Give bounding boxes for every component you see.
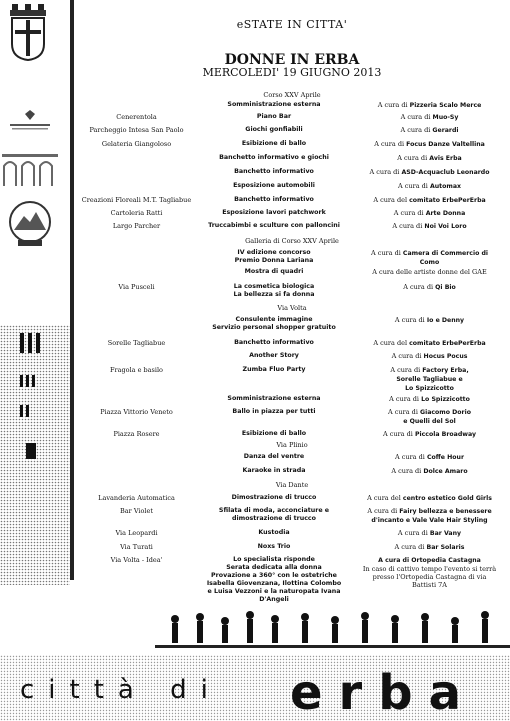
organizer: A cura di Bar Vany bbox=[397, 529, 462, 537]
event: Banchetto informativo bbox=[234, 339, 314, 346]
event: Zumba Fluo Party bbox=[242, 366, 306, 373]
place: Largo Parcher bbox=[112, 222, 161, 230]
organizer: A cura di Avis Erba bbox=[397, 154, 462, 162]
organizer: A cura di Ortopedia Castagna In caso di cattivo tempo l'evento si terrà presso l'Ortopedia Castagna di via Battisti 7A bbox=[362, 557, 497, 589]
organizer: A cura di Camera di Commercio di Como bbox=[370, 249, 489, 266]
skyline-illustration bbox=[0, 325, 70, 585]
organizer: A cura delle artiste donne del GAE bbox=[372, 268, 487, 276]
section-corso: Corso XXV Aprile bbox=[263, 91, 321, 99]
event: Danza del ventre bbox=[243, 453, 305, 460]
event: Esposizione lavori patchwork bbox=[222, 209, 326, 216]
event-date: MERCOLEDI' 19 GIUGNO 2013 bbox=[202, 66, 382, 79]
organizer: A cura di Qi Bio bbox=[403, 283, 456, 291]
organizer: A cura di Muo-Sy bbox=[400, 113, 459, 121]
event: Somministrazione esterna bbox=[227, 395, 321, 402]
city-crest-icon bbox=[8, 2, 48, 62]
event: Ballo in piazza per tutti bbox=[232, 408, 316, 415]
organizer: A cura di Lo Spizzicotto bbox=[389, 395, 470, 403]
event: Banchetto informativo e giochi bbox=[219, 154, 329, 161]
event: Piano Bar bbox=[256, 113, 292, 120]
organizer: A cura di Arte Donna bbox=[393, 209, 466, 217]
place: Gelateria Giangoloso bbox=[101, 140, 172, 148]
section-dante: Via Dante bbox=[275, 481, 309, 489]
footer-city-name: erba bbox=[290, 665, 477, 721]
event: Karaoke in strada bbox=[242, 467, 306, 474]
event-subtitle: eSTATE IN CITTA' bbox=[236, 18, 348, 31]
event: Dimostrazione di trucco bbox=[231, 494, 317, 501]
section-volta: Via Volta bbox=[277, 304, 307, 312]
event: Banchetto informativo bbox=[234, 196, 314, 203]
event: Consulente immagine Servizio personal shopper gratuito bbox=[212, 316, 336, 331]
organizer: A cura di Coffe Hour bbox=[394, 453, 464, 461]
place: Via Leopardi bbox=[115, 529, 158, 537]
organizer: A cura di Noi Voi Loro bbox=[392, 222, 467, 230]
place: Via Volta - Idea' bbox=[110, 556, 163, 564]
event: Another Story bbox=[249, 352, 299, 359]
organizer: A cura di Giacomo Dorio e Quelli del Sol bbox=[388, 408, 471, 425]
place: Lavanderia Automatica bbox=[98, 494, 175, 502]
event: La cosmetica biologica La bellezza si fa donna bbox=[233, 283, 315, 298]
mountain-logo-icon bbox=[0, 198, 60, 248]
organizer: A cura di Fairy bellezza e benessere d'incanto e Vale Vale Hair Styling bbox=[367, 507, 492, 524]
organizer: A cura di ASD-Acquaclub Leonardo bbox=[369, 168, 490, 176]
place: Via Turati bbox=[120, 543, 153, 551]
event: Esibizione di ballo bbox=[241, 140, 307, 147]
organizer: A cura di Factory Erba, Sorelle Tagliabue e Lo Spizzicotto bbox=[390, 366, 469, 392]
event: IV edizione concorso Premio Donna Lariana bbox=[234, 249, 314, 264]
event: Somministrazione esterna bbox=[227, 101, 321, 108]
event: Truccabimbi e sculture con palloncini bbox=[208, 222, 340, 229]
event: Mostra di quadri bbox=[244, 268, 304, 275]
organizer: A cura del centro estetico Gold Girls bbox=[367, 494, 492, 502]
place: Creazioni Floreali M.T. Tagliabue bbox=[81, 196, 192, 204]
organizer: A cura di Focus Danze Valtellina bbox=[374, 140, 485, 148]
organizer: A cura di Gerardi bbox=[400, 126, 459, 134]
organizer: A cura di Io e Denny bbox=[394, 316, 465, 324]
section-plinio: Via Plinio bbox=[276, 441, 308, 449]
arches-logo-icon bbox=[0, 150, 60, 190]
organizer: A cura del comitato ErbePerErba bbox=[373, 339, 486, 347]
section-galleria: Galleria di Corso XXV Aprile bbox=[245, 237, 339, 245]
event: Esposizione automobili bbox=[233, 182, 315, 189]
place: Cenerentola bbox=[116, 113, 157, 121]
place: Parcheggio Intesa San Paolo bbox=[89, 126, 184, 134]
organizer: A cura di Dolce Amaro bbox=[391, 467, 468, 475]
place: Sorelle Tagliabue bbox=[107, 339, 166, 347]
organizer: A cura di Hocus Pocus bbox=[391, 352, 468, 360]
event: Sfilata di moda, acconciature e dimostrazione di trucco bbox=[218, 507, 330, 522]
footer-city-label: città di bbox=[20, 675, 222, 705]
organizer: A cura del comitato ErbePerErba bbox=[373, 196, 486, 204]
organizer: A cura di Automax bbox=[398, 182, 461, 190]
place: Bar Violet bbox=[120, 507, 153, 515]
event-title: DONNE IN ERBA bbox=[224, 52, 360, 68]
sponsor-logos bbox=[0, 110, 60, 248]
event: Giochi gonfiabili bbox=[245, 126, 303, 133]
organizer: A cura di Bar Solaris bbox=[394, 543, 465, 551]
event: Lo specialista risponde Serata dedicata alla donna Provazione a 360° con le ostetriche Isabella Giovenzana, Ilottina Colombo e Luisa Vezzoni e la naturopata Ivana D'Angeli bbox=[206, 556, 342, 603]
event: Banchetto informativo bbox=[234, 168, 314, 175]
place: Piazza Vittorio Veneto bbox=[100, 408, 173, 416]
place: Fragola e basilo bbox=[110, 366, 163, 374]
event: Esibizione di ballo bbox=[241, 430, 307, 437]
event: Kustodia bbox=[258, 529, 290, 536]
event: Noxs Trio bbox=[257, 543, 291, 550]
place: Piazza Rosere bbox=[113, 430, 160, 438]
place: Via Pusceli bbox=[118, 283, 155, 291]
organizer: A cura di Piccola Broadway bbox=[382, 430, 477, 438]
organizer: A cura di Pizzeria Scalo Merce bbox=[377, 101, 482, 109]
chamber-logo-icon bbox=[0, 110, 60, 140]
place: Cartoleria Ratti bbox=[110, 209, 163, 217]
